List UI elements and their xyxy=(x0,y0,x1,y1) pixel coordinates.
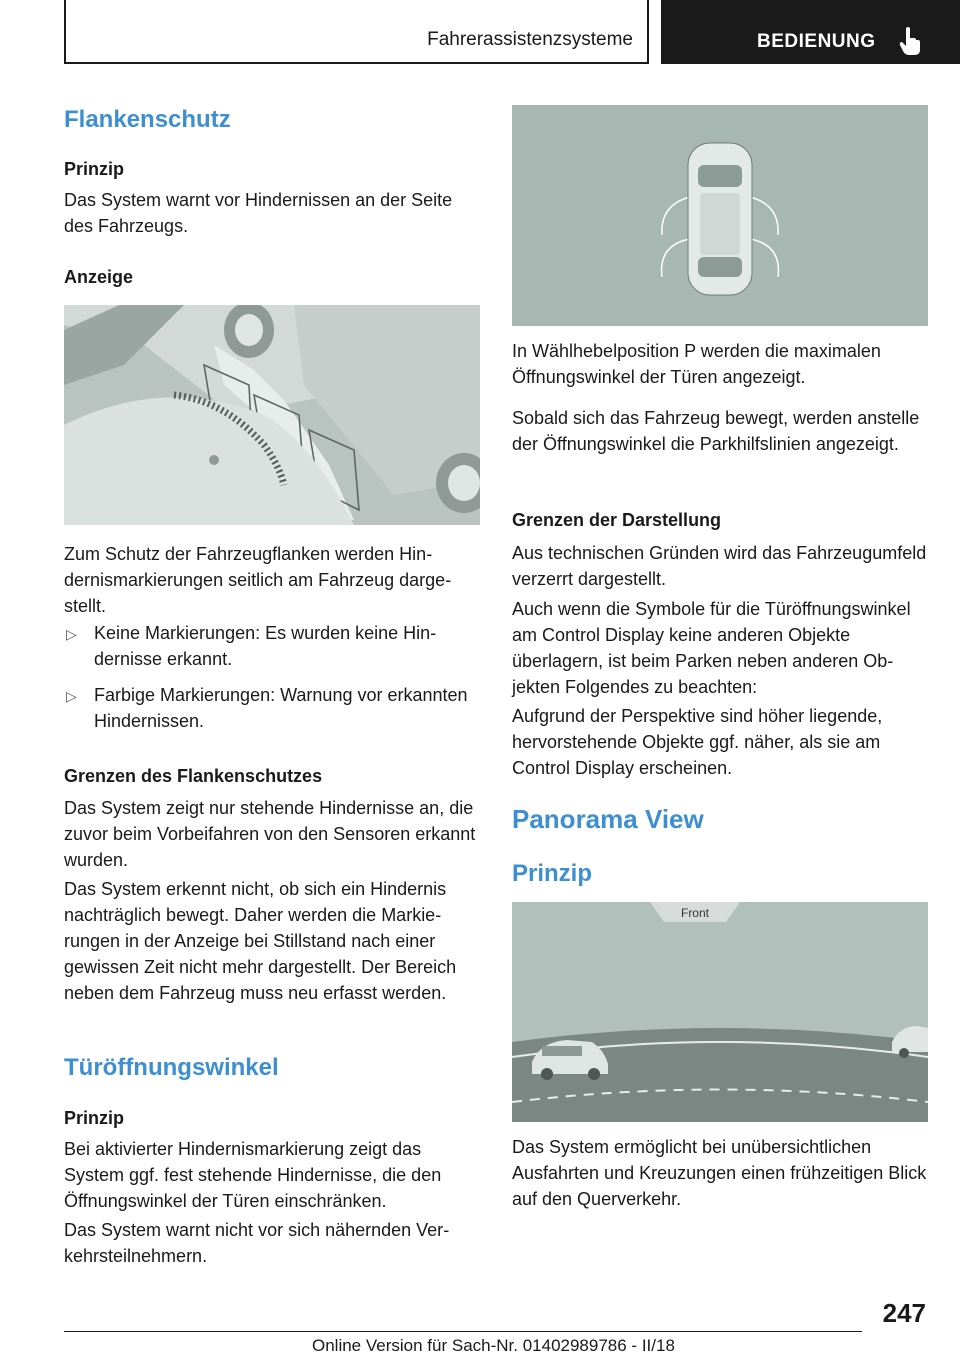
footer-divider xyxy=(64,1331,862,1332)
header-section-box xyxy=(64,0,649,64)
triangle-bullet-icon: ▷ xyxy=(66,688,77,704)
panorama-view-image xyxy=(512,902,928,1122)
heading-panorama-prinzip: Prinzip xyxy=(512,860,593,887)
door-text-3: In Wählhebelposition P werden die maximalen Öffnungswinkel der Türen angezeigt. xyxy=(512,341,881,387)
subheading-grenzen-darstellung: Grenzen der Darstellung xyxy=(512,510,722,530)
door-text-2: Das System warnt nicht vor sich nähernden Verkehrsteilnehmern. xyxy=(64,1220,450,1266)
door-opening-image xyxy=(512,105,928,326)
heading-flankenschutz: Flankenschutz xyxy=(64,106,231,133)
subheading-prinzip: Prinzip xyxy=(64,159,125,179)
page-number: 247 xyxy=(882,1298,926,1328)
panorama-view-illustration xyxy=(512,902,928,1122)
door-opening-illustration xyxy=(512,105,928,326)
anzeige-text: Zum Schutz der Fahrzeugflanken werden Hindernismarkierungen seitlich am Fahrzeug dargestellt. xyxy=(64,544,452,616)
heading-panorama-view: Panorama View xyxy=(512,804,704,834)
triangle-bullet-icon: ▷ xyxy=(66,626,77,642)
heading-tueroeffnungswinkel: Türöffnungswinkel xyxy=(64,1054,279,1081)
grenzen-text-1: Das System zeigt nur stehende Hindernisse an, die zuvor beim Vorbeifahren von den Sensoren erkannt wurden. xyxy=(64,798,476,870)
header-chapter-title: BEDIENUNG xyxy=(757,31,876,52)
darstellung-text-3: Aufgrund der Perspektive sind höher liegende, hervorstehende Objekte ggf. näher, als sie am Control Display erscheinen. xyxy=(512,706,883,778)
front-label: Front xyxy=(680,906,710,920)
header-section-title: Fahrerassistenzsysteme xyxy=(427,29,633,50)
flank-protection-image xyxy=(64,305,480,525)
subheading-grenzen-flankenschutz: Grenzen des Flankenschutzes xyxy=(64,766,323,786)
darstellung-text-2: Auch wenn die Symbole für die Türöffnungswinkel am Control Display keine anderen Objekte überlagern, ist beim Parken neben anderen Objekten Folgendes zu beachten: xyxy=(512,599,911,697)
darstellung-text-1: Aus technischen Gründen wird das Fahrzeugumfeld verzerrt dargestellt. xyxy=(512,543,927,589)
subheading-door-prinzip: Prinzip xyxy=(64,1108,125,1128)
list-item xyxy=(64,620,480,672)
door-text-4: Sobald sich das Fahrzeug bewegt, werden anstelle der Öffnungswinkel die Parkhilfslinien angezeigt. xyxy=(512,408,920,454)
grenzen-text-2: Das System erkennt nicht, ob sich ein Hindernis nachträglich bewegt. Daher werden die Markierungen in der Anzeige bei Stillstand nach einer gewissen Zeit nicht mehr dargestellt. Der Bereich neben dem Fahrzeug muss neu erfasst werden. xyxy=(64,879,457,1003)
header-chapter-box xyxy=(661,0,960,64)
prinzip-text: Das System warnt vor Hindernissen an der Seite des Fahrzeugs. xyxy=(64,190,453,236)
door-text-1: Bei aktivierter Hindernismarkierung zeigt das System ggf. fest stehende Hindernisse, die den Öffnungswinkel der Türen einschränken. xyxy=(64,1139,442,1211)
car-left-icon xyxy=(532,1040,608,1080)
panorama-text: Das System ermöglicht bei unübersichtlichen Ausfahrten und Kreuzungen einen frühzeitigen Blick auf den Querverkehr. xyxy=(512,1137,927,1209)
bullet-text: Keine Markierungen: Es wurden keine Hindernisse erkannt. xyxy=(94,623,437,669)
hand-pointer-icon xyxy=(897,26,923,56)
subheading-anzeige: Anzeige xyxy=(64,267,134,287)
bullet-text: Farbige Markierungen: Warnung vor erkannten Hindernissen. xyxy=(94,685,468,731)
flank-protection-illustration xyxy=(64,305,480,525)
bullet-list xyxy=(64,620,480,744)
footer-online-version: Online Version für Sach-Nr. 01402989786 - II/18 xyxy=(312,1336,675,1355)
list-item xyxy=(64,682,480,734)
